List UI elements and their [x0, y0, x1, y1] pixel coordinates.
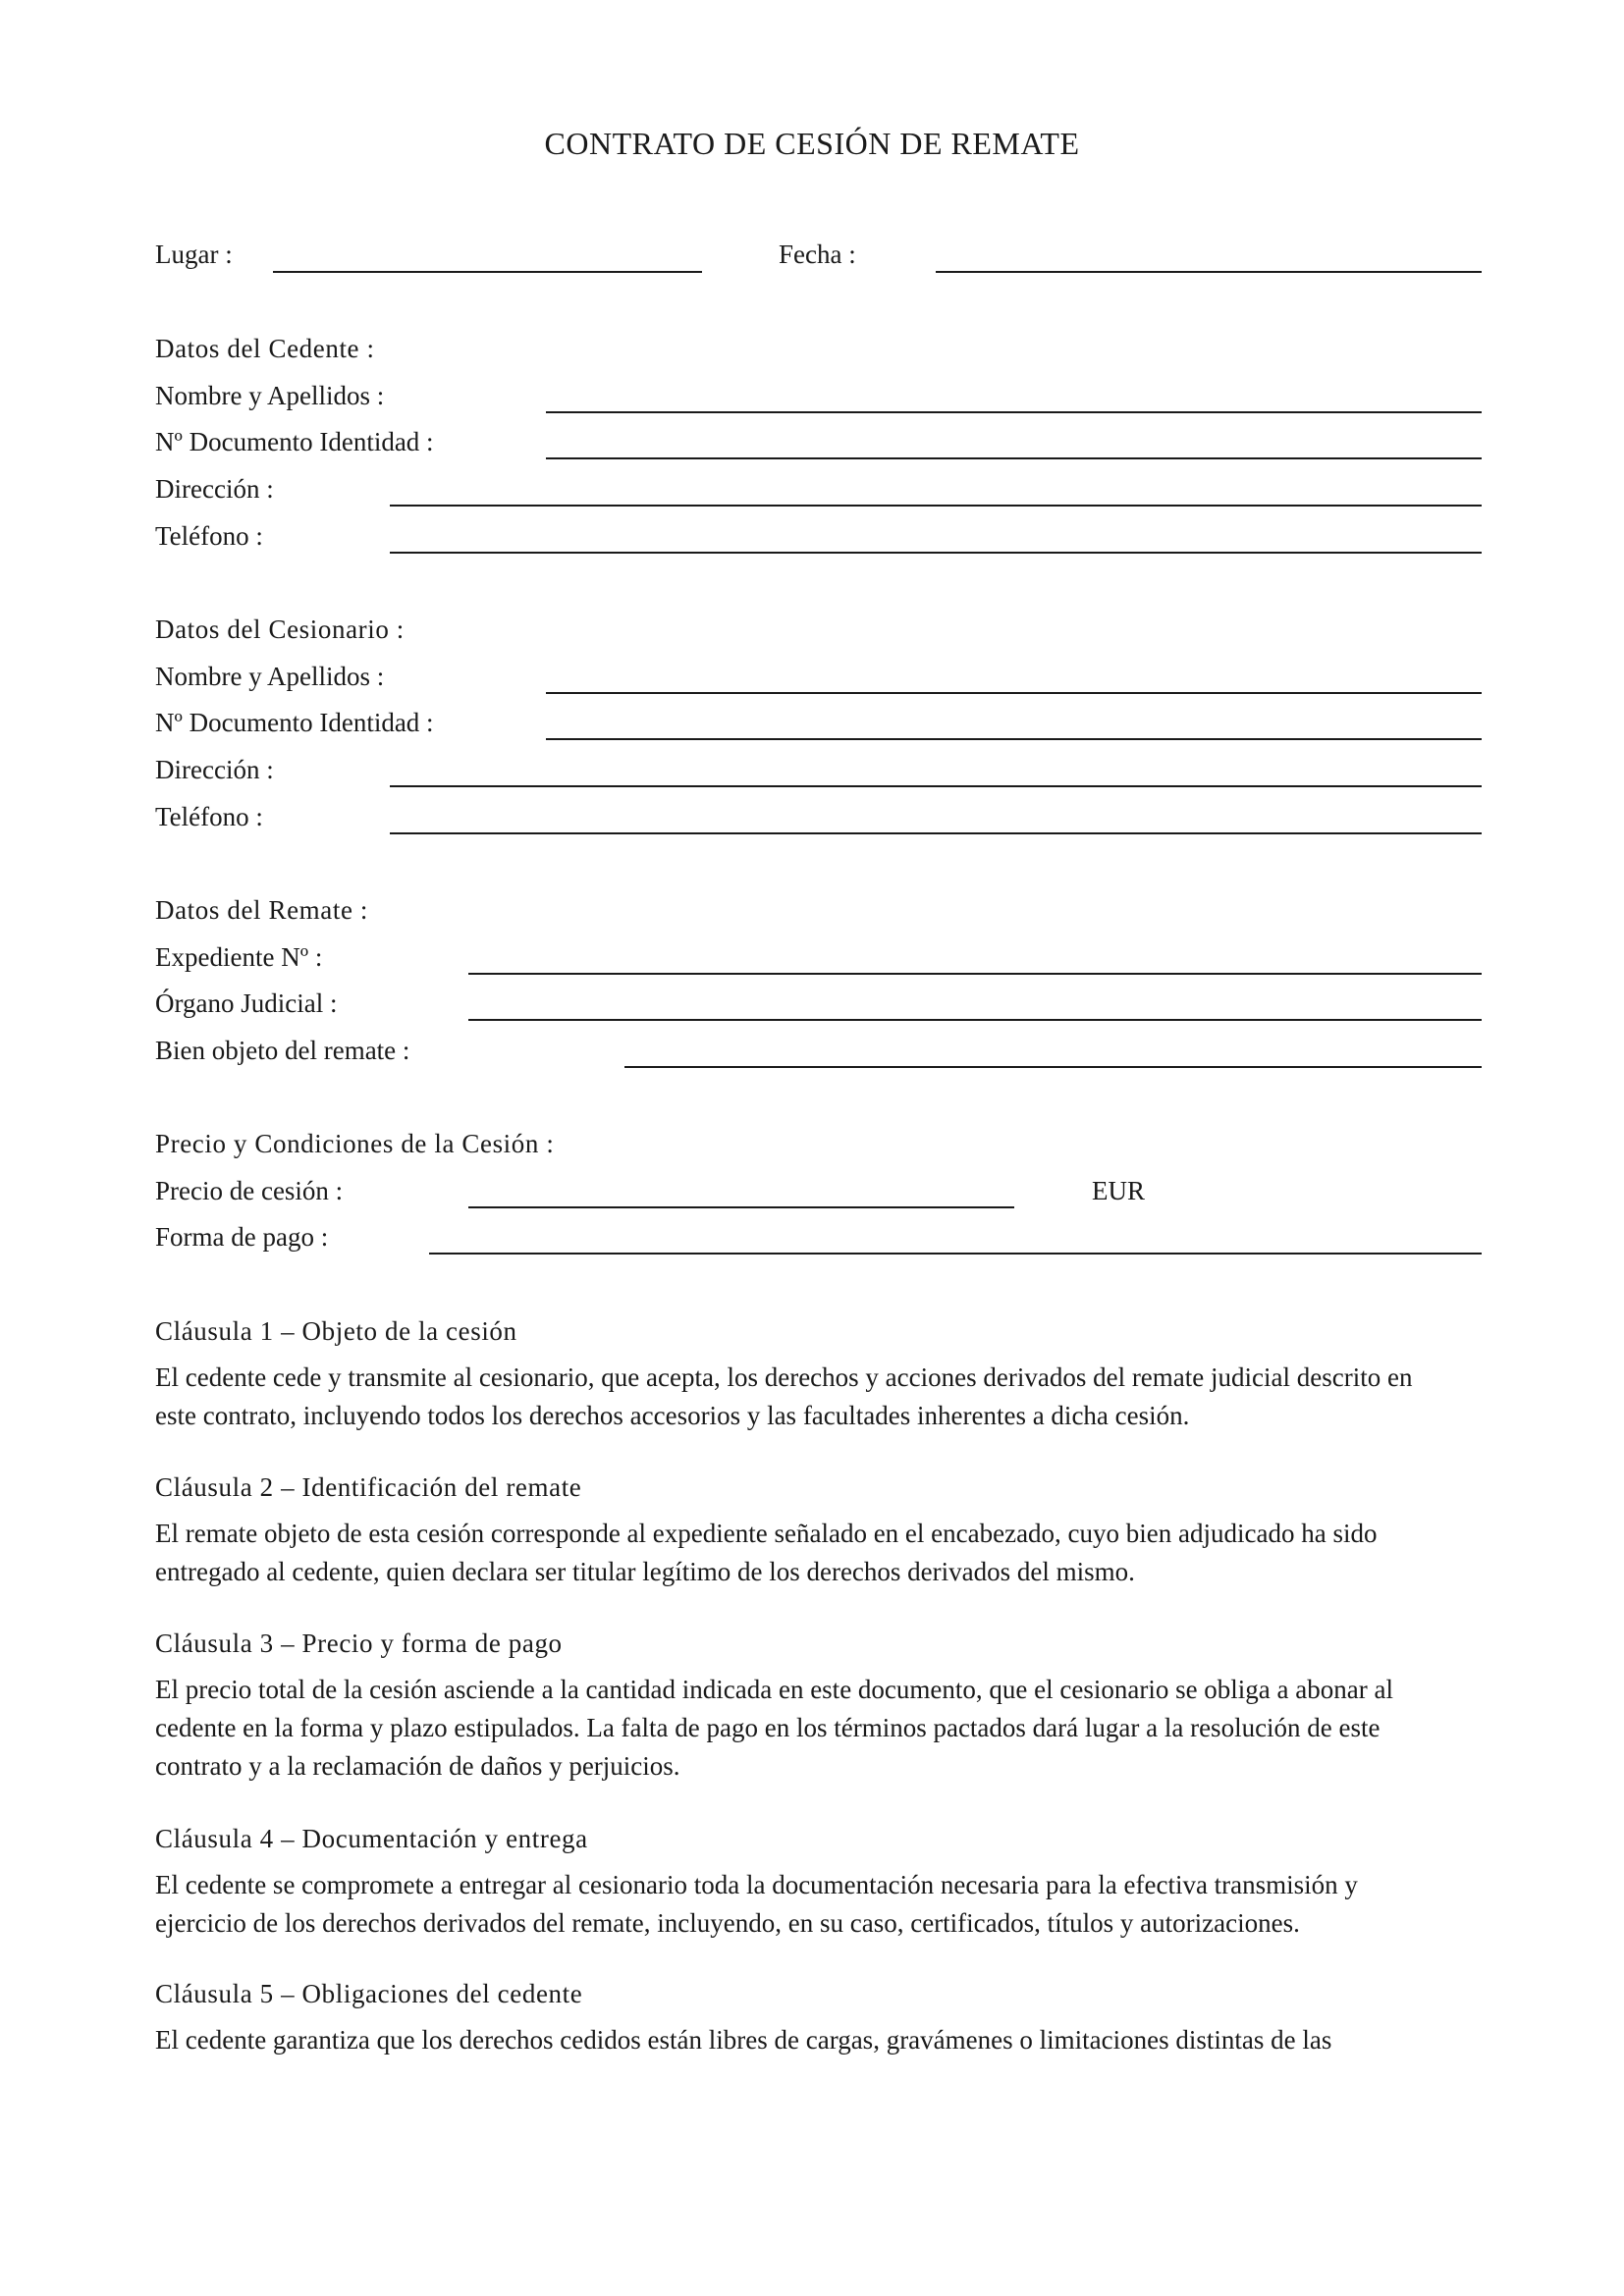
- cesionario-documento-label: Nº Documento Identidad :: [155, 708, 434, 737]
- cedente-documento-field[interactable]: [546, 457, 1482, 459]
- clause-2-title: Cláusula 2 – Identificación del remate: [155, 1472, 582, 1502]
- clause-1-title: Cláusula 1 – Objeto de la cesión: [155, 1316, 517, 1346]
- clause-5-title: Cláusula 5 – Obligaciones del cedente: [155, 1979, 583, 2008]
- cesionario-heading: Datos del Cesionario :: [155, 614, 405, 644]
- fecha-field[interactable]: [936, 271, 1482, 273]
- clause-5-text: El cedente garantiza que los derechos cedidos están libres de cargas, gravámenes o limitaciones distintas de las: [155, 2025, 1332, 2055]
- clause-3-title: Cláusula 3 – Precio y forma de pago: [155, 1629, 563, 1658]
- cedente-direccion-field[interactable]: [390, 505, 1482, 507]
- clause-1-text: El cedente cede y transmite al cesionario, que acepta, los derechos y acciones derivados del remate judicial descrito en este contrato, incluyendo todos los derechos accesorios y las facultades inherentes a dicha cesión.: [155, 1362, 1413, 1430]
- cesionario-nombre-label: Nombre y Apellidos :: [155, 662, 385, 691]
- cedente-nombre-label: Nombre y Apellidos :: [155, 381, 385, 410]
- clause-2-text: El remate objeto de esta cesión corresponde al expediente señalado en el encabezado, cuyo bien adjudicado ha sido entregado al cedente, quien declara ser titular legítimo de los derechos derivados del mismo.: [155, 1519, 1378, 1586]
- cesionario-direccion-field[interactable]: [390, 785, 1482, 787]
- precio-heading: Precio y Condiciones de la Cesión :: [155, 1129, 555, 1158]
- precio-cesion-label: Precio de cesión :: [155, 1176, 344, 1205]
- cedente-nombre-field[interactable]: [546, 411, 1482, 413]
- lugar-field[interactable]: [273, 271, 702, 273]
- cedente-direccion-label: Dirección :: [155, 474, 274, 504]
- cedente-documento-label: Nº Documento Identidad :: [155, 427, 434, 456]
- organo-judicial-label: Órgano Judicial :: [155, 988, 338, 1018]
- cedente-telefono-label: Teléfono :: [155, 521, 263, 551]
- precio-cesion-field[interactable]: [468, 1206, 1014, 1208]
- cesionario-nombre-field[interactable]: [546, 692, 1482, 694]
- cesionario-telefono-field[interactable]: [390, 832, 1482, 834]
- clause-3-text: El precio total de la cesión asciende a la cantidad indicada en este documento, que el cesionario se obliga a abonar al cedente en la forma y plazo estipulados. La falta de pago en los términos pactados dará lugar a la resolución de este contrato y a la reclamación de daños y perjuicios.: [155, 1675, 1393, 1781]
- cesionario-documento-field[interactable]: [546, 738, 1482, 740]
- cedente-heading: Datos del Cedente :: [155, 334, 375, 363]
- bien-objeto-label: Bien objeto del remate :: [155, 1036, 410, 1065]
- cesionario-direccion-label: Dirección :: [155, 755, 274, 784]
- currency-label: EUR: [1092, 1176, 1145, 1205]
- document-title: CONTRATO DE CESIÓN DE REMATE: [544, 126, 1080, 161]
- fecha-label: Fecha :: [779, 240, 856, 269]
- lugar-label: Lugar :: [155, 240, 233, 269]
- cedente-telefono-field[interactable]: [390, 552, 1482, 554]
- forma-pago-label: Forma de pago :: [155, 1222, 329, 1252]
- bien-objeto-field[interactable]: [624, 1066, 1482, 1068]
- cesionario-telefono-label: Teléfono :: [155, 802, 263, 831]
- clause-4-text: El cedente se compromete a entregar al cesionario toda la documentación necesaria para la efectiva transmisión y ejercicio de los derechos derivados del remate, incluyendo, en su caso, certificados, títulos y autorizaciones.: [155, 1870, 1358, 1938]
- remate-heading: Datos del Remate :: [155, 895, 368, 925]
- clause-4-title: Cláusula 4 – Documentación y entrega: [155, 1824, 588, 1853]
- organo-judicial-field[interactable]: [468, 1019, 1482, 1021]
- forma-pago-field[interactable]: [429, 1253, 1482, 1255]
- expediente-field[interactable]: [468, 973, 1482, 975]
- expediente-label: Expediente Nº :: [155, 942, 323, 972]
